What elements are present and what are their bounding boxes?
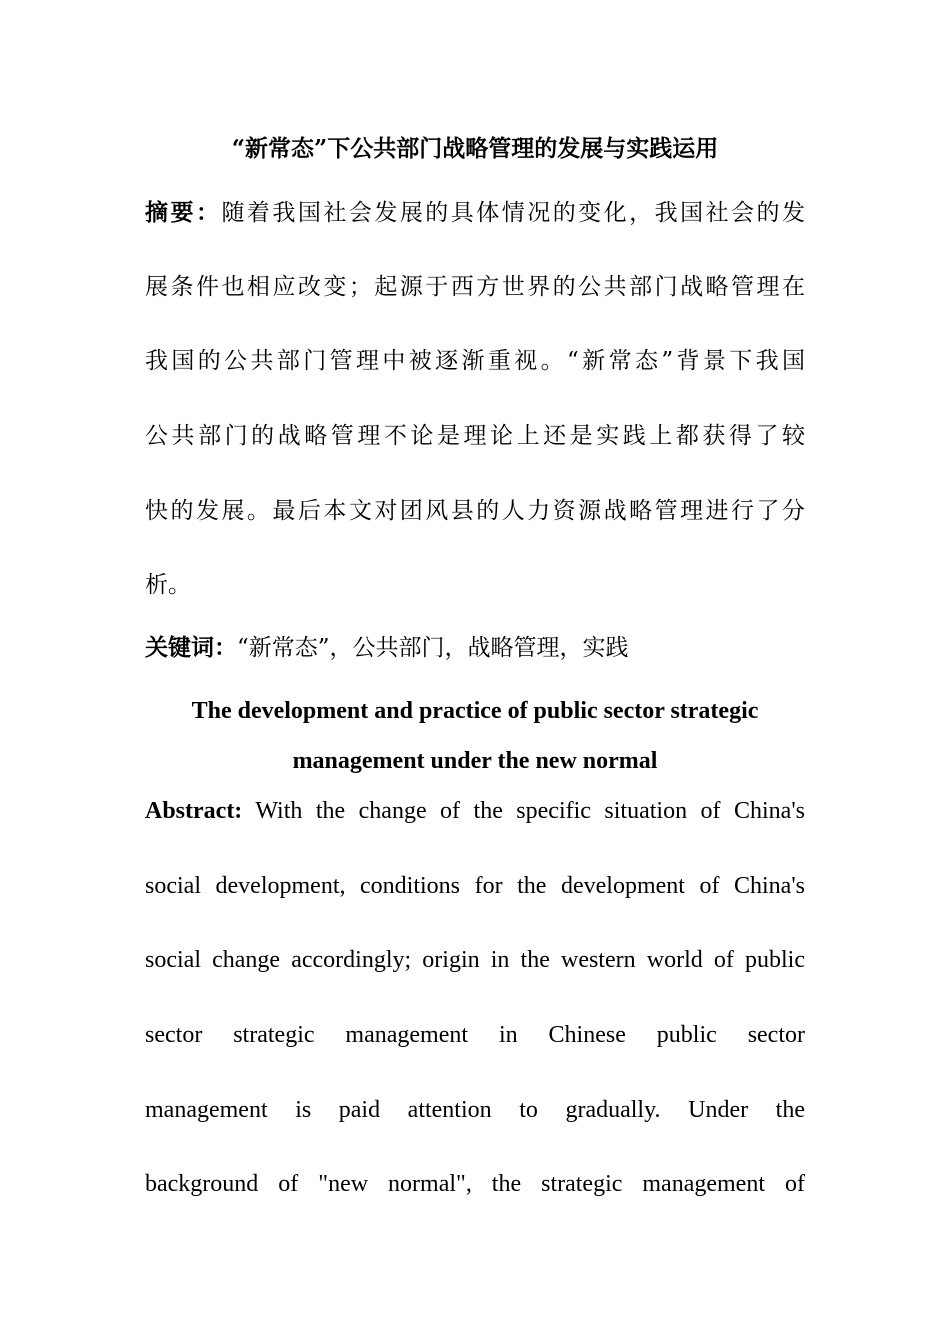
chinese-abstract-line-2: 展条件也相应改变；起源于西方世界的公共部门战略管理在: [145, 274, 805, 300]
english-abstract-line-5: management is paid attention to gradually. Under the: [145, 1097, 805, 1123]
chinese-keywords-label: 关键词：: [145, 634, 237, 661]
english-abstract-line-6: background of "new normal", the strategic management of: [145, 1171, 805, 1197]
english-title-line-2: management under the new normal: [292, 748, 658, 774]
chinese-abstract-line-3: 我国的公共部门管理中被逐渐重视。“新常态”背景下我国: [145, 348, 805, 374]
english-abstract-line-1: [145, 796, 805, 826]
chinese-keywords-text: “新常态”，公共部门，战略管理，实践: [237, 635, 629, 661]
chinese-abstract-line-5: 快的发展。最后本文对团风县的人力资源战略管理进行了分: [145, 498, 805, 524]
english-title-line-1: The development and practice of public sector strategic: [191, 698, 759, 724]
english-abstract-line-2: social development, conditions for the development of China's: [145, 873, 805, 899]
english-abstract-text: With the change of the specific situation of China's: [242, 798, 805, 824]
chinese-abstract-label: 摘要：: [145, 199, 222, 226]
chinese-abstract-line-6: 析。: [145, 572, 191, 598]
chinese-abstract-line-1: [145, 198, 805, 228]
chinese-keywords: [145, 633, 805, 663]
chinese-abstract-line-4: 公共部门的战略管理不论是理论上还是实践上都获得了较: [145, 423, 805, 449]
english-abstract-line-3: social change accordingly; origin in the western world of public: [145, 947, 805, 973]
chinese-abstract-text: 随着我国社会发展的具体情况的变化，我国社会的发: [221, 200, 806, 226]
english-abstract-label: Abstract:: [145, 798, 243, 824]
english-abstract-line-4: sector strategic management in Chinese public sector: [145, 1022, 805, 1048]
chinese-title: “新常态”下公共部门战略管理的发展与实践运用: [231, 135, 719, 162]
